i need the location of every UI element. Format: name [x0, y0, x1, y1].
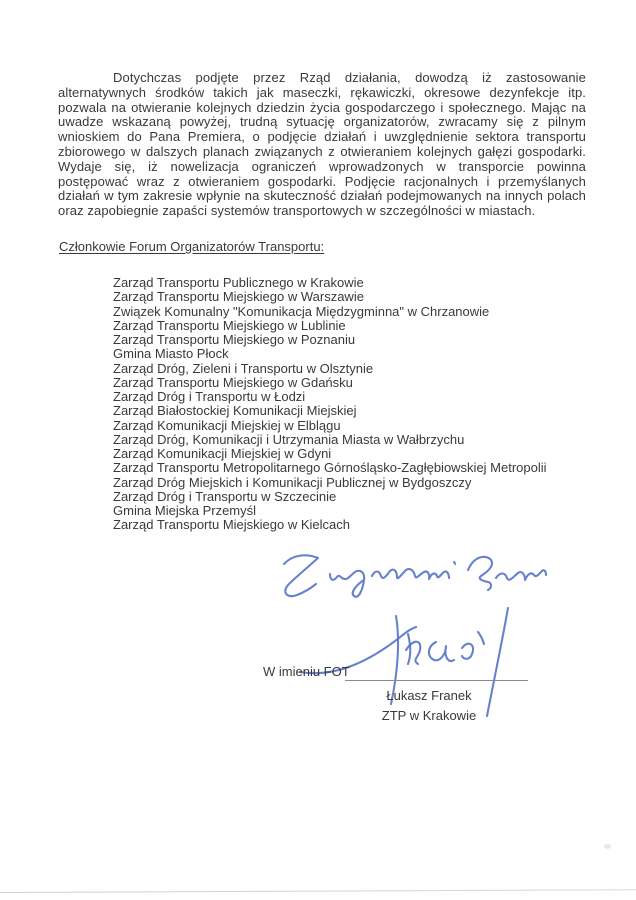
member-item: Zarząd Komunikacji Miejskiej w Gdyni [113, 446, 332, 461]
member-item: Zarząd Dróg i Transportu w Szczecinie [113, 488, 337, 504]
members-list [113, 276, 547, 533]
member-item: Gmina Miasto Płock [113, 346, 229, 362]
member-item: Zarząd Dróg, Komunikacji i Utrzymania Miasta w Wałbrzychu [113, 431, 465, 447]
signer-name: Łukasz Franek [386, 688, 472, 703]
member-item: Zarząd Transportu Miejskiego w Gdańsku [113, 374, 353, 390]
signer-org: ZTP w Krakowie [381, 708, 477, 723]
handwritten-signature [292, 602, 527, 724]
member-item: Zarząd Komunikacji Miejskiej w Elblągu [113, 417, 341, 433]
signature-line [345, 680, 528, 681]
member-item: Zarząd Dróg i Transportu w Łodzi [113, 389, 306, 404]
member-item: Zarząd Transportu Miejskiego w Kielcach [113, 517, 350, 533]
member-item: Gmina Miejska Przemyśl [113, 503, 257, 518]
on-behalf-label: W imieniu FOT [263, 664, 350, 679]
scan-artifact-line [0, 889, 636, 893]
member-item: Zarząd Dróg, Zieleni i Transportu w Olsztynie [113, 360, 374, 376]
scan-artifact-mark [604, 844, 611, 849]
members-heading: Członkowie Forum Organizatorów Transportu: [59, 239, 325, 254]
member-item: Zarząd Transportu Miejskiego w Warszawie [113, 289, 364, 305]
member-item: Związek Komunalny "Komunikacja Międzygminna" w Chrzanowie [113, 303, 490, 319]
handwritten-closing [278, 550, 548, 608]
member-item: Zarząd Transportu Metropolitarnego Górnośląsko-Zagłębiowskiej Metropolii [113, 460, 547, 476]
member-item: Zarząd Dróg Miejskich i Komunikacji Publicznej w Bydgoszczy [113, 474, 472, 490]
member-item: Zarząd Transportu Publicznego w Krakowie [113, 275, 364, 290]
member-item: Zarząd Białostockiej Komunikacji Miejskiej [113, 403, 357, 419]
body-paragraph: Dotychczas podjęte przez Rząd działania, dowodzą iż zastosowanie alternatywnych środków takich jak maseczki, rękawiczki, okresowe dezynfekcje itp. pozwala na otwieranie kolejnych dziedzin życia gospodarczego i społecznego. Mając na uwadze wskazaną powyżej, trudną sytuację organizatorów, zwracamy się z pilnym wnioskiem do Pana Premiera, o podjęcie działań i uwzględnienie sektora transportu zbiorowego w dalszych planach związanych z otwieraniem kolejnych gałęzi gospodarki. Wydaje się, iż nowelizacja ograniczeń wprowadzonych w transporcie powinna postępować wraz z otwieraniem gospodarki. Podjęcie racjonalnych i przemyślanych działań w tym zakresie wpłynie na skuteczność działań podejmowanych na innych polach oraz zapobiegnie zapaści systemów transportowych w szczególności w miastach. [58, 70, 586, 219]
member-item: Zarząd Transportu Miejskiego w Poznaniu [113, 332, 356, 347]
member-item: Zarząd Transportu Miejskiego w Lublinie [113, 317, 346, 333]
